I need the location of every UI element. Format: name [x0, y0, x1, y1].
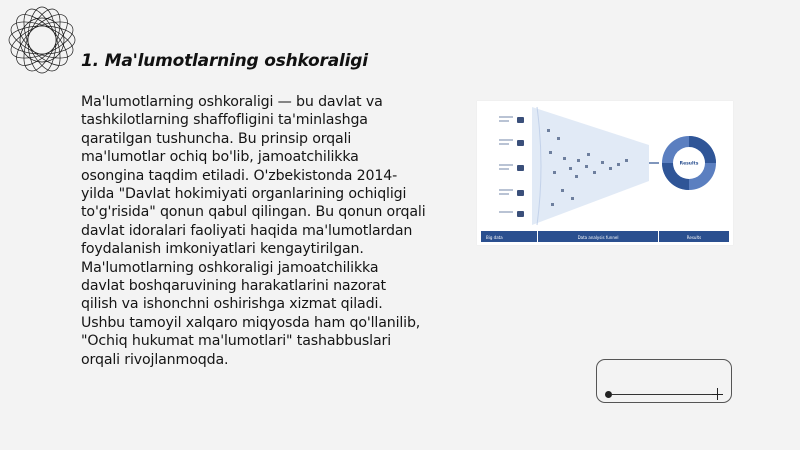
- audio-progress-track[interactable]: [612, 394, 720, 395]
- source-icons: [499, 116, 524, 217]
- bar-label-big-data: Big data: [486, 235, 503, 240]
- logo: [5, 3, 79, 77]
- audio-player[interactable]: [596, 359, 732, 403]
- bar-label-results: Results: [686, 235, 702, 240]
- bar-label-funnel: Data analysis funnel: [577, 235, 619, 240]
- position-cursor-crossbar: [712, 394, 723, 395]
- data-funnel-infographic: [477, 101, 733, 245]
- slide-body-text: Ma'lumotlarning oshkoraligi — bu davlat va tashkilotlarning shaffofligini ta'minlashga qaratilgan tushuncha. Bu prinsip orqali ma'lumotlar ochiq bo'lib, jamoatchilikka osongina taqdim etiladi. O'zbekistonda 2014-yilda "Davlat hokimiyati organlarining ochiqligi to'g'risida" qonun qabul qilingan. Bu qonun orqali davlat idoralari faoliyati haqida ma'lumotlardan foydalanish imkoniyatlari kengaytirilgan. Ma'lumotlarning oshkoraligi jamoatchilikka davlat boshqaruvining harakatlarini nazorat qilish va ishonchni oshirishga xizmat qiladi. Ushbu tamoyil xalqaro miqyosda ham qo'llanilib, "Ochiq hukumat ma'lumotlari" tashabbuslari orqali rivojlanmoqda.: [81, 94, 426, 368]
- play-dot-icon[interactable]: [605, 391, 612, 398]
- slide-title: 1. Ma'lumotlarning oshkoraligi: [81, 51, 368, 71]
- ring-center-label: Results: [679, 161, 699, 167]
